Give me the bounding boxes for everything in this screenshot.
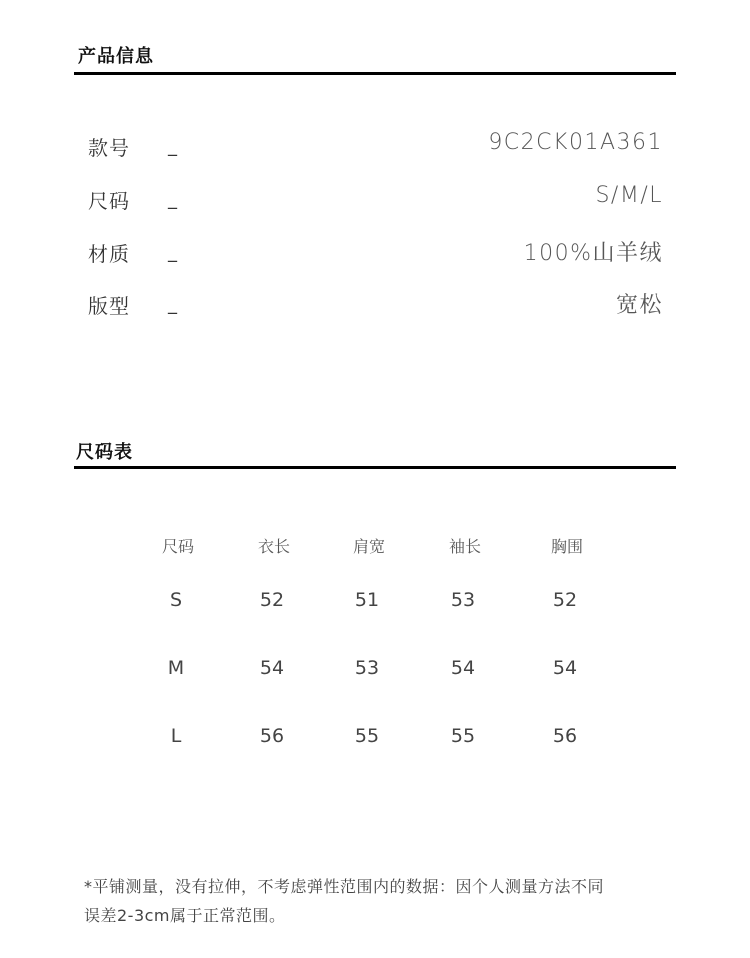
info-label: 尺码 [88, 189, 130, 213]
table-cell: L [170, 725, 182, 747]
measurement-note [84, 872, 684, 930]
table-cell: 56 [552, 725, 578, 747]
info-row-fit [0, 290, 750, 326]
table-cell: M [167, 657, 185, 679]
info-row-material [0, 238, 750, 274]
size-chart-title: 尺码表 [76, 442, 133, 463]
note-line: *平铺测量，没有拉伸，不考虑弹性范围内的数据：因个人测量方法不同 [84, 877, 605, 896]
product-info-title: 产品信息 [78, 46, 154, 67]
table-row [0, 589, 750, 619]
info-separator: _ [168, 189, 177, 210]
product-info-divider [74, 72, 676, 75]
info-label: 材质 [88, 242, 130, 266]
size-table-header-row [0, 534, 750, 564]
info-separator: _ [168, 242, 177, 263]
size-chart-divider [74, 466, 676, 469]
table-cell: 52 [552, 589, 578, 611]
info-separator: _ [168, 136, 177, 157]
header-cell: 胸围 [550, 537, 583, 556]
table-cell: 54 [552, 657, 578, 679]
table-cell: 55 [354, 725, 380, 747]
info-label: 版型 [88, 294, 130, 318]
table-row [0, 725, 750, 755]
table-cell: 55 [450, 725, 476, 747]
table-cell: 52 [259, 589, 285, 611]
table-row [0, 657, 750, 687]
info-value: 宽松 [615, 293, 663, 318]
info-separator: _ [168, 294, 177, 315]
header-cell: 衣长 [257, 537, 290, 556]
table-cell: 51 [354, 589, 380, 611]
table-cell: 54 [259, 657, 285, 679]
info-row-style-number [0, 132, 750, 168]
info-value: 9C2CK01A361 [488, 130, 663, 155]
info-value: 100%山羊绒 [523, 241, 663, 266]
table-cell: 53 [354, 657, 380, 679]
note-line: 误差2-3cm属于正常范围。 [84, 906, 286, 925]
table-cell: S [169, 589, 183, 611]
header-cell: 肩宽 [352, 537, 385, 556]
info-value: S/M/L [595, 183, 663, 208]
table-cell: 56 [259, 725, 285, 747]
table-cell: 54 [450, 657, 476, 679]
info-row-size [0, 185, 750, 221]
table-cell: 53 [450, 589, 476, 611]
header-cell: 袖长 [448, 537, 481, 556]
info-label: 款号 [88, 136, 130, 160]
header-cell: 尺码 [161, 537, 194, 556]
